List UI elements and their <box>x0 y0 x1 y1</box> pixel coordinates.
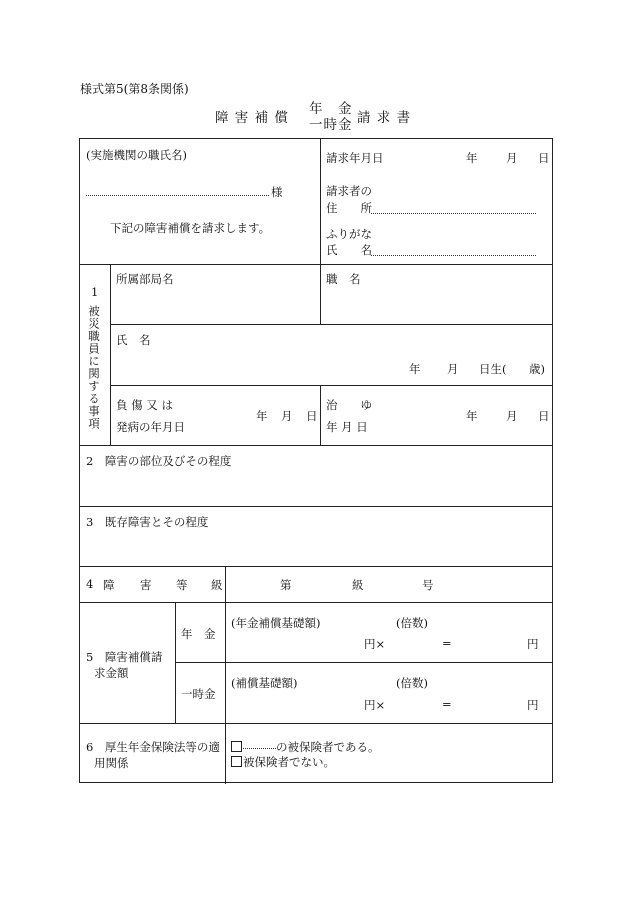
birth-month: 月 <box>447 362 459 376</box>
insurance-type-field[interactable] <box>243 748 276 749</box>
insured-checkbox[interactable] <box>231 741 242 752</box>
agency-name-field[interactable] <box>86 195 269 196</box>
section2-label: 2 障害の部位及びその程度 <box>86 454 232 468</box>
injury-month: 月 <box>281 409 293 423</box>
title-pension: 年 金 <box>309 101 353 117</box>
section4-number: 4 <box>86 577 94 591</box>
furigana-label: ふりがな <box>326 227 372 241</box>
section4-char-2: 害 <box>140 578 152 592</box>
not-insured-option <box>231 754 335 770</box>
section1-number: 1 <box>91 285 99 299</box>
section4-char-4: 級 <box>211 578 223 592</box>
address-label: 住 所 <box>326 201 372 215</box>
birth-day: 日生( <box>479 362 507 376</box>
cure-day: 日 <box>538 409 550 423</box>
lump-yen: 円 <box>527 698 539 712</box>
injury-label-2: 発病の年月日 <box>116 420 185 434</box>
request-text: 下記の障害補償を請求します。 <box>110 221 271 235</box>
grade-go: 号 <box>422 578 434 592</box>
insured-option-text: の被保険者である。 <box>276 740 380 754</box>
cure-year: 年 <box>466 409 478 423</box>
grade-kyu: 級 <box>352 578 364 592</box>
form-table <box>79 138 553 783</box>
claimant-name-field[interactable] <box>371 255 536 256</box>
injury-day: 日 <box>306 409 318 423</box>
grade-dai: 第 <box>280 578 292 592</box>
cure-label-1: 治 ゆ <box>326 398 372 412</box>
title-right: 請 求 書 <box>357 110 412 126</box>
lump-equals: = <box>442 697 452 711</box>
section1-vertical-label: 被災職員に関する事項 <box>87 305 101 430</box>
request-year: 年 <box>466 151 478 165</box>
injury-label-1: 負 傷 又 は <box>116 398 173 412</box>
section4-char-1: 障 <box>103 578 115 592</box>
not-insured-option-text: 被保険者でない。 <box>243 755 335 769</box>
insured-option <box>231 739 380 755</box>
agency-label: (実施機関の職氏名) <box>86 148 187 162</box>
cure-label-2: 年 月 日 <box>326 420 368 434</box>
employee-name-label: 氏 名 <box>116 333 151 347</box>
section5-label-2: 求金額 <box>94 666 129 680</box>
form-number: 様式第5(第8条関係) <box>80 82 189 96</box>
lump-yen-times: 円× <box>364 698 386 712</box>
title-lump-sum: 一時金 <box>309 117 353 133</box>
cure-month: 月 <box>506 409 518 423</box>
age-label: 歳) <box>529 362 545 376</box>
pension-equals: = <box>442 636 452 650</box>
pension-yen-times: 円× <box>364 637 386 651</box>
section6-label-2: 用関係 <box>94 756 129 770</box>
pension-base-label: (年金補償基礎額) <box>231 616 321 630</box>
request-day: 日 <box>538 151 550 165</box>
lump-multiplier-label: (倍数) <box>396 676 428 690</box>
title-left: 障 害 補 償 <box>215 110 289 126</box>
request-month: 月 <box>506 151 518 165</box>
address-field[interactable] <box>371 213 536 214</box>
claimant-name-label: 氏 名 <box>326 243 372 257</box>
section3-label: 3 既存障害とその程度 <box>86 515 209 529</box>
dept-label: 所属部局名 <box>116 272 174 286</box>
request-date-label: 請求年月日 <box>326 151 384 165</box>
pension-yen: 円 <box>527 637 539 651</box>
pension-multiplier-label: (倍数) <box>396 616 428 630</box>
not-insured-checkbox[interactable] <box>231 756 242 767</box>
birth-year: 年 <box>409 362 421 376</box>
sama-label: 様 <box>271 185 283 199</box>
section4-char-3: 等 <box>176 578 188 592</box>
position-label: 職 名 <box>326 272 361 286</box>
lump-sum-label: 一時金 <box>181 687 216 701</box>
injury-year: 年 <box>256 409 268 423</box>
pension-label: 年 金 <box>181 627 216 641</box>
section6-label-1: 6 厚生年金保険法等の適 <box>86 740 220 754</box>
form-title <box>0 100 630 133</box>
claimant-label: 請求者の <box>326 184 372 198</box>
section5-label-1: 5 障害補償請 <box>86 650 163 664</box>
lump-base-label: (補償基礎額) <box>231 676 298 690</box>
